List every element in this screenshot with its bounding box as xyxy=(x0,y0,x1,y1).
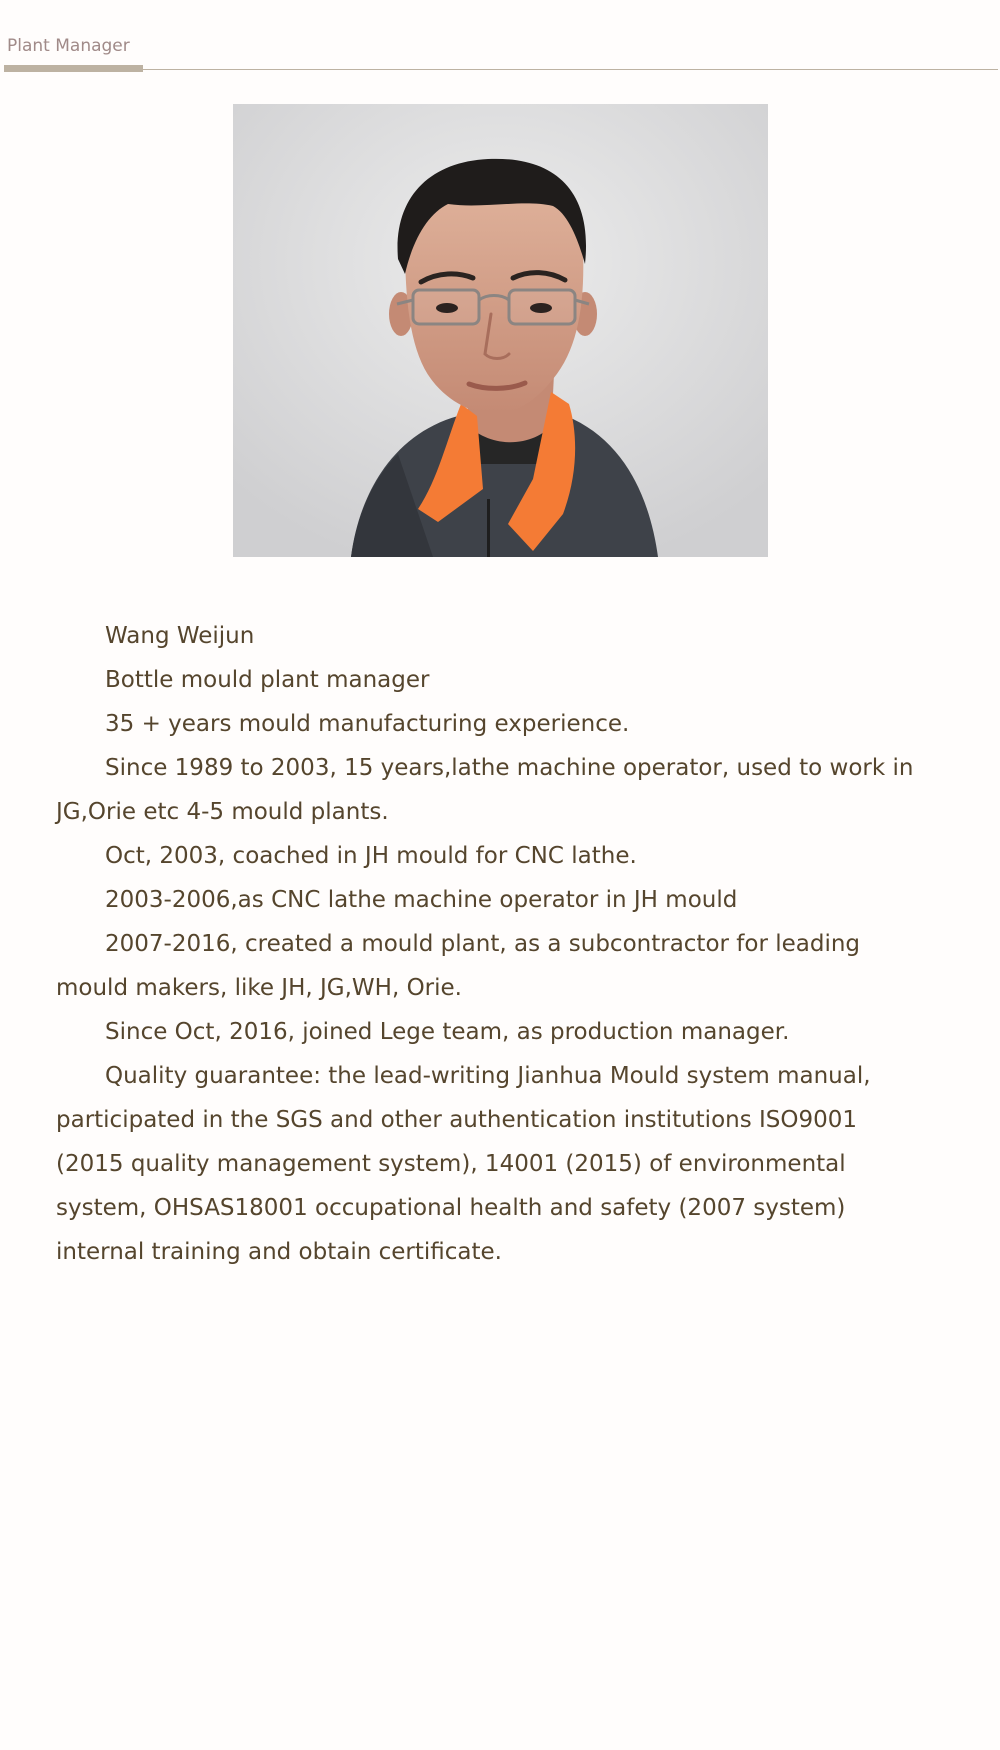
bio-history-2003-2006: 2003-2006,as CNC lathe machine operator in JH mould xyxy=(105,887,738,913)
bio-history-2003-coached: Oct, 2003, coached in JH mould for CNC lathe. xyxy=(105,843,637,869)
portrait-eye-left xyxy=(436,303,458,313)
bio-history-2016: Since Oct, 2016, joined Lege team, as production manager. xyxy=(105,1019,790,1045)
bio-name: Wang Weijun xyxy=(105,623,255,649)
portrait-eye-right xyxy=(530,303,552,313)
bio-history-1989: Since 1989 to 2003, 15 years,lathe machine operator, used to work in JG,Orie etc 4-5 mould plants. xyxy=(56,755,914,825)
bio-role: Bottle mould plant manager xyxy=(105,667,430,693)
manager-portrait-photo xyxy=(233,104,768,557)
bio-history-2007-2016: 2007-2016, created a mould plant, as a subcontractor for leading mould makers, like JH, JG,WH, Orie. xyxy=(56,931,861,1001)
bio-text xyxy=(56,614,926,1274)
portrait-zipper xyxy=(487,499,490,557)
bio-experience: 35 + years mould manufacturing experience. xyxy=(105,711,630,737)
section-title: Plant Manager xyxy=(7,36,130,56)
bio-quality-guarantee: Quality guarantee: the lead-writing Jianhua Mould system manual, participated in the SGS and other authentication institutions ISO9001 (2015 quality management system), 14001 (2015) of environmental system, OHSAS18001 occupational health and safety (2007 system) internal training and obtain certificate. xyxy=(56,1063,871,1265)
title-divider xyxy=(4,69,998,70)
